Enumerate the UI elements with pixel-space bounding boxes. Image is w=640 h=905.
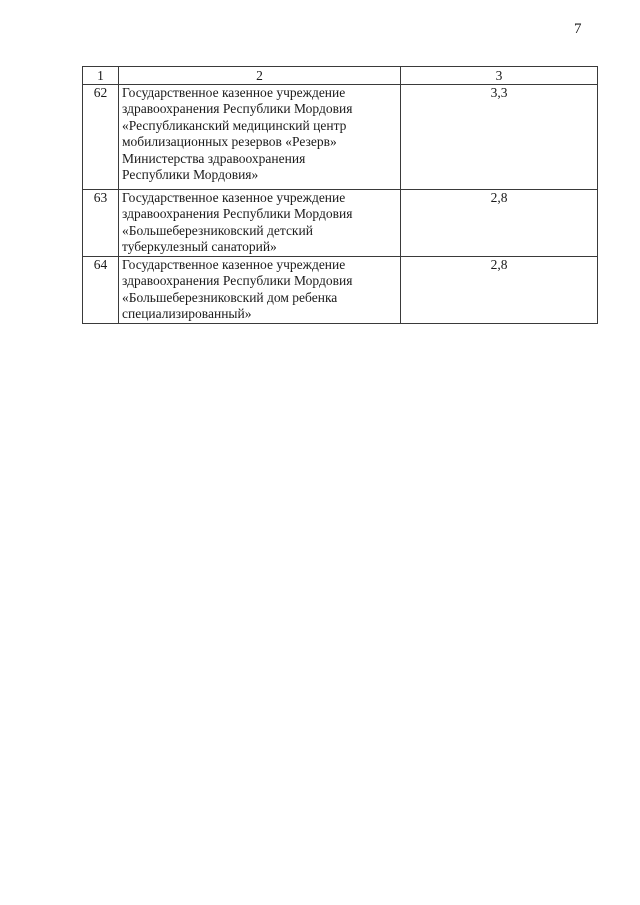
table-row xyxy=(83,257,598,324)
row-number: 63 xyxy=(83,190,119,257)
name-line: Государственное казенное учреждение xyxy=(122,190,346,205)
column-header-1: 1 xyxy=(83,67,119,85)
name-line: специализированный» xyxy=(122,306,252,322)
name-line: Министерства здравоохранения xyxy=(122,150,306,166)
institution-name xyxy=(119,190,401,257)
name-line: «Большеберезниковский детский xyxy=(122,222,313,238)
name-line: туберкулезный санаторий» xyxy=(122,239,277,255)
row-value: 2,8 xyxy=(401,257,598,324)
name-line: Государственное казенное учреждение xyxy=(122,257,346,272)
column-header-3: 3 xyxy=(401,67,598,85)
institutions-table xyxy=(82,66,598,324)
institution-name xyxy=(119,85,401,190)
name-line: здравоохранения Республики Мордовия xyxy=(122,206,353,222)
row-value: 3,3 xyxy=(401,85,598,190)
page-number: 7 xyxy=(574,21,582,37)
name-line: мобилизационных резервов «Резерв» xyxy=(122,134,337,150)
name-line: здравоохранения Республики Мордовия xyxy=(122,101,353,117)
row-value: 2,8 xyxy=(401,190,598,257)
table-header-row xyxy=(83,67,598,85)
table-row xyxy=(83,190,598,257)
institution-name xyxy=(119,257,401,324)
name-line: Государственное казенное учреждение xyxy=(122,85,346,100)
name-line: здравоохранения Республики Мордовия xyxy=(122,273,353,289)
row-number: 62 xyxy=(83,85,119,190)
table-row xyxy=(83,85,598,190)
name-line: «Республиканский медицинский центр xyxy=(122,117,347,133)
name-line: Республики Мордовия» xyxy=(122,167,259,183)
row-number: 64 xyxy=(83,257,119,324)
name-line: «Большеберезниковский дом ребенка xyxy=(122,289,338,305)
column-header-2: 2 xyxy=(119,67,401,85)
